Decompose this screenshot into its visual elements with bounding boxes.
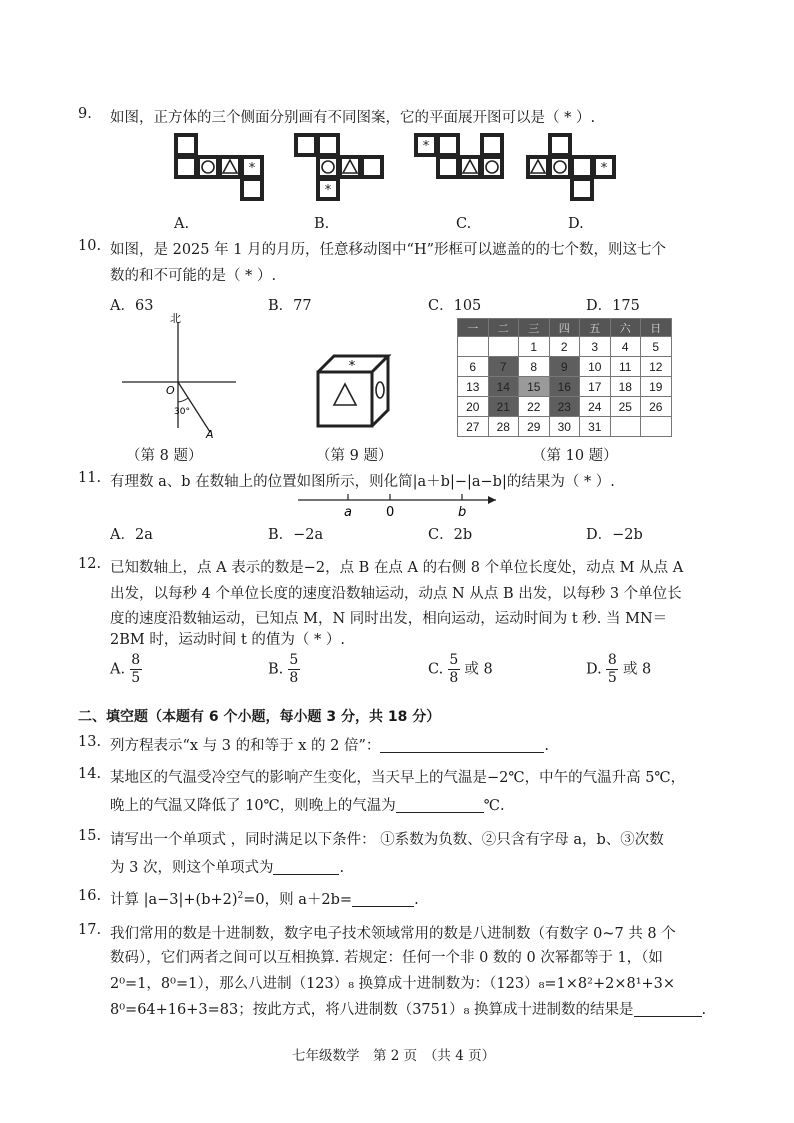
q11-option-b: B．−2a	[268, 527, 324, 543]
q15-number: 15.	[78, 828, 102, 844]
calendar-cell: 25	[610, 397, 641, 417]
calendar-cell: 2	[549, 337, 580, 357]
numerator: 5	[289, 652, 299, 668]
option-label: D.	[586, 661, 602, 678]
calendar-cell: 30	[549, 417, 580, 437]
fig8-point-label: A	[206, 428, 214, 440]
q9-text: 如图，正方体的三个侧面分别画有不同图案，它的平面展开图可以是（ * ）.	[110, 110, 596, 126]
fig8-north-label: 北	[170, 312, 181, 325]
q16-answer-blank[interactable]	[352, 892, 414, 907]
fig8-caption: （第 8 题）	[126, 448, 203, 464]
svg-text:*: *	[600, 161, 608, 176]
q10-line2: 数的和不可能的是（ * ）.	[110, 268, 277, 284]
fig8-origin-label: O	[166, 384, 175, 397]
q11-option-a: A．2a	[110, 527, 153, 543]
q15-row2	[110, 856, 344, 877]
q17-end: .	[701, 1002, 707, 1018]
q9-option-d: D.	[568, 216, 584, 232]
option-label: C.	[428, 661, 444, 678]
q10-option-c: C．105	[428, 298, 482, 314]
calendar-row	[458, 337, 672, 357]
q13-row	[110, 734, 549, 755]
calendar-cell: 19	[641, 377, 672, 397]
q14-row2	[110, 794, 505, 815]
calendar-cell: 22	[519, 397, 550, 417]
calendar-cell-covered: 16	[549, 377, 580, 397]
denominator: 8	[449, 670, 459, 686]
calendar-row	[458, 357, 672, 377]
q16-row	[110, 888, 419, 909]
q9-option-b: B.	[314, 216, 330, 232]
calendar-cell: 26	[641, 397, 672, 417]
calendar-cell: 11	[610, 357, 641, 377]
q11-text: 有理数 a、b 在数轴上的位置如图所示，则化简|a＋b|−|a−b|的结果为（ * ）.	[110, 474, 615, 490]
axis-label-zero: 0	[386, 505, 395, 520]
calendar-cell	[458, 337, 489, 357]
q14-answer-blank[interactable]	[396, 798, 484, 813]
calendar-row	[458, 417, 672, 437]
fig9-caption: （第 9 题）	[316, 448, 393, 464]
fraction	[448, 652, 460, 687]
calendar-cell	[641, 417, 672, 437]
q10-option-b: B．77	[268, 298, 312, 314]
fig8-compass	[118, 310, 248, 440]
svg-text:*: *	[324, 183, 332, 198]
calendar-cell: 4	[610, 337, 641, 357]
option-suffix: 或 8	[464, 661, 493, 678]
fraction	[606, 652, 618, 687]
q16-exponent: 2	[237, 891, 244, 902]
q14-end: ℃.	[483, 798, 505, 814]
calendar-row	[458, 397, 672, 417]
q13-answer-blank[interactable]	[380, 738, 544, 753]
calendar-row	[458, 377, 672, 397]
q17-line2: 数码），它们两者之间可以互相换算. 若规定：任何一个非 0 数的 0 次幂都等于 1，（如	[110, 950, 663, 966]
calendar-header: 六	[610, 319, 641, 337]
q16-number: 16.	[78, 888, 102, 904]
q9-option-c: C.	[456, 216, 472, 232]
axis-label-b: b	[458, 505, 467, 520]
q10-line1: 如图，是 2025 年 1 月的月历，任意移动图中“H”形框可以遮盖的的七个数，则这七个	[110, 242, 667, 258]
q12-line1: 已知数轴上，点 A 表示的数是−2，点 B 在点 A 的右侧 8 个单位长度处，动点 M 从点 A	[110, 560, 684, 576]
svg-text:*: *	[348, 359, 356, 374]
q17-number: 17.	[78, 922, 102, 938]
calendar-cell: 1	[519, 337, 550, 357]
calendar-cell: 17	[580, 377, 611, 397]
fraction	[288, 652, 300, 687]
calendar-cell-covered: 9	[549, 357, 580, 377]
calendar-header: 三	[519, 319, 550, 337]
calendar-cell: 28	[488, 417, 519, 437]
q12-option-b	[268, 652, 300, 687]
calendar-header: 五	[580, 319, 611, 337]
q17-row4	[110, 998, 706, 1019]
q15-line1: 请写出一个单项式 ，同时满足以下条件： ①系数为负数、②只含有字母 a，b、③次数	[110, 832, 664, 848]
q10-option-a: A．63	[110, 298, 154, 314]
calendar-header: 四	[549, 319, 580, 337]
option-suffix: 或 8	[622, 661, 652, 678]
q11-option-c: C．2b	[428, 527, 473, 543]
calendar-cell: 6	[458, 357, 489, 377]
q15-line2: 为 3 次，则这个单项式为	[110, 860, 274, 876]
q17-line4: 8⁰=64+16+3=83；按此方式，将八进制数（3751）₈ 换算成十进制数的结果是	[110, 1002, 634, 1018]
q15-end: .	[339, 860, 345, 876]
option-label: A.	[110, 661, 126, 678]
q10-number: 10.	[78, 238, 102, 254]
calendar-cell: 8	[519, 357, 550, 377]
numerator: 5	[449, 652, 459, 668]
calendar-cell: 20	[458, 397, 489, 417]
denominator: 5	[131, 670, 141, 686]
q12-line4: 2BM 时，运动时间 t 的值为（ * ）.	[110, 632, 345, 648]
calendar-header-row	[458, 319, 672, 337]
calendar-cell: 29	[519, 417, 550, 437]
q12-line2: 出发，以每秒 4 个单位长度的速度沿数轴运动，动点 N 从点 B 出发，以每秒 3 个单位长	[110, 586, 682, 602]
fig10-caption: （第 10 题）	[532, 448, 618, 464]
calendar-cell-covered: 21	[488, 397, 519, 417]
calendar-cell: 24	[580, 397, 611, 417]
q9-option-a: A.	[174, 216, 190, 232]
calendar-cell: 3	[580, 337, 611, 357]
q9-nets	[170, 130, 640, 210]
calendar-header: 一	[458, 319, 489, 337]
q12-option-c	[428, 652, 493, 687]
svg-text:*: *	[422, 139, 430, 154]
q14-number: 14.	[78, 766, 102, 782]
q13-text: 列方程表示“x 与 3 的和等于 x 的 2 倍”：	[110, 738, 381, 754]
calendar-cell	[610, 417, 641, 437]
q16-text-b: =0，则 a＋2b=	[243, 892, 353, 908]
q17-line3: 2⁰=1，8⁰=1），那么八进制（123）₈ 换算成十进制数为：（123）₈=1×8²+2×8¹+3×	[110, 976, 676, 992]
denominator: 5	[607, 670, 617, 686]
calendar-cell: 13	[458, 377, 489, 397]
page-footer: 七年级数学 第 2 页 （共 4 页）	[292, 1048, 496, 1064]
axis-label-a: a	[344, 505, 352, 520]
q9-number: 9.	[78, 106, 92, 122]
q12-option-a	[110, 652, 142, 687]
calendar-cell-covered: 23	[549, 397, 580, 417]
calendar-cell-covered: 14	[488, 377, 519, 397]
q17-answer-blank[interactable]	[634, 1002, 702, 1017]
calendar-cell: 12	[641, 357, 672, 377]
calendar-header: 二	[488, 319, 519, 337]
q11-number-line	[296, 490, 506, 522]
q12-option-d	[586, 652, 651, 687]
fig10-calendar	[457, 318, 672, 437]
calendar-cell	[488, 337, 519, 357]
svg-text:*: *	[248, 161, 256, 176]
section2-title: 二、填空题（本题有 6 个小题，每小题 3 分，共 18 分）	[78, 709, 441, 725]
calendar-cell: 31	[580, 417, 611, 437]
q13-end: .	[544, 738, 550, 754]
calendar-header: 日	[641, 319, 672, 337]
q17-line1: 我们常用的数是十进制数，数字电子技术领域常用的数是八进制数（有数字 0~7 共 8 个	[110, 926, 676, 942]
calendar-cell: 18	[610, 377, 641, 397]
fraction	[130, 652, 142, 687]
q11-option-d: D．−2b	[586, 527, 643, 543]
q16-text-a: 计算 |a−3|+(b+2)	[110, 892, 238, 908]
q12-number: 12.	[78, 556, 102, 572]
q11-number: 11.	[78, 470, 102, 486]
calendar-cell: 5	[641, 337, 672, 357]
q13-number: 13.	[78, 734, 102, 750]
option-label: B.	[268, 661, 284, 678]
q16-end: .	[414, 892, 419, 908]
numerator: 8	[607, 652, 617, 668]
calendar-cell-covered: 15	[519, 377, 550, 397]
denominator: 8	[289, 670, 299, 686]
q10-option-d: D．175	[586, 298, 640, 314]
q12-line3: 度的速度沿数轴运动，已知点 M，N 同时出发，相向运动，运动时间为 t 秒. 当 MN＝	[110, 611, 668, 627]
q14-line2: 晚上的气温又降低了 10℃，则晚上的气温为	[110, 798, 396, 814]
q14-line1: 某地区的气温受冷空气的影响产生变化，当天早上的气温是−2℃，中午的气温升高 5℃，	[110, 770, 686, 786]
calendar-cell: 10	[580, 357, 611, 377]
fig9-cube	[312, 350, 394, 434]
calendar-cell-covered: 7	[488, 357, 519, 377]
calendar-cell: 27	[458, 417, 489, 437]
fig8-angle-label: 30°	[174, 407, 190, 417]
numerator: 8	[131, 652, 141, 668]
q15-answer-blank[interactable]	[273, 860, 339, 875]
